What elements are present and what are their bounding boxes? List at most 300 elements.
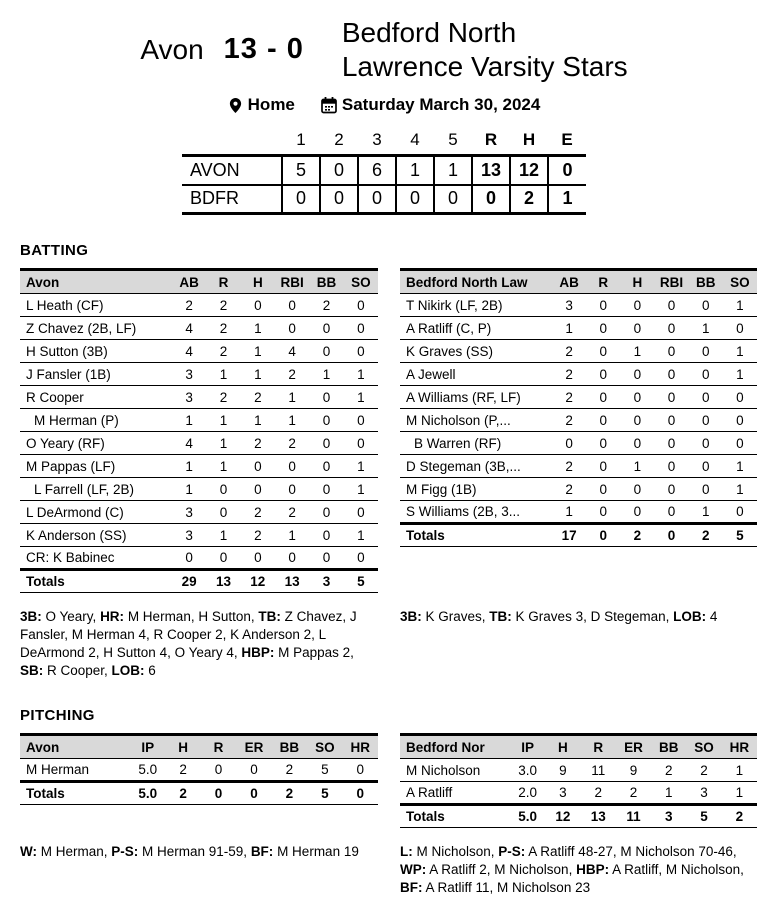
stat-cell: 0 — [667, 435, 676, 451]
stat-column-header: BB — [316, 274, 337, 290]
stat-cell: 0 — [667, 412, 676, 428]
box-score-content — [0, 242, 768, 897]
stat-cell: 1 — [736, 343, 744, 359]
player-name-cell: M Herman (P) — [34, 412, 119, 428]
stat-cell: 12 — [555, 809, 571, 825]
rhe-score-cell: 2 — [510, 185, 548, 214]
stat-cell: 1 — [322, 366, 331, 382]
stat-cell: 1 — [185, 412, 193, 428]
table-row — [400, 294, 757, 317]
stat-cell: 2 — [565, 481, 573, 497]
stat-cell: 1 — [633, 343, 642, 359]
stat-cell: 0 — [667, 320, 676, 336]
stat-cell: 0 — [599, 297, 607, 313]
table-row — [400, 455, 757, 478]
stat-cell: 0 — [185, 550, 193, 566]
note-label: P-S: — [111, 844, 139, 860]
stat-cell: 4 — [288, 343, 296, 359]
stat-cell: 2 — [288, 366, 296, 382]
note-label: 3B: — [400, 609, 422, 625]
stat-cell: 0 — [633, 412, 642, 428]
player-name-cell: M Nicholson — [406, 762, 481, 778]
note-label: TB: — [258, 609, 281, 625]
stat-cell: 0 — [357, 412, 365, 428]
stat-cell: 0 — [599, 481, 607, 497]
home-pitching-header-row — [400, 735, 757, 759]
date-label: Saturday March 30, 2024 — [341, 95, 541, 115]
stat-cell: 0 — [599, 528, 607, 544]
stat-cell: 2 — [219, 343, 228, 359]
stat-cell: 1 — [665, 785, 673, 801]
stat-cell: 5 — [736, 528, 744, 544]
totals-row — [20, 570, 378, 593]
inning-score-cell: 0 — [434, 185, 472, 214]
rhe-score-cell: 0 — [472, 185, 510, 214]
stat-column-header: AB — [559, 274, 579, 290]
stat-cell: 0 — [288, 320, 296, 336]
player-name-cell: K Anderson (SS) — [26, 527, 127, 543]
rhe-column-header: R — [484, 130, 498, 150]
inning-score-cell: 6 — [358, 156, 396, 185]
location-label: Home — [247, 95, 295, 115]
stat-cell: 2 — [701, 528, 710, 544]
table-row — [400, 317, 757, 340]
away-pitching-notes: W: M Herman, P-S: M Herman 91-59, BF: M Herman 19 — [20, 844, 359, 860]
rhe-score-cell: 13 — [472, 156, 510, 185]
player-name-cell: H Sutton (3B) — [26, 343, 108, 359]
stat-cell: 3 — [322, 574, 331, 590]
stat-column-header: R — [593, 739, 604, 755]
stat-cell: 2 — [285, 786, 294, 802]
stat-cell: 0 — [356, 762, 365, 778]
stat-cell: 0 — [322, 435, 331, 451]
stat-cell: 1 — [219, 435, 228, 451]
table-row — [20, 478, 378, 501]
stat-cell: 3 — [565, 297, 573, 313]
note-label: LOB: — [111, 663, 145, 679]
player-name-cell: L Heath (CF) — [26, 297, 104, 313]
stat-cell: 1 — [357, 366, 365, 382]
stat-cell: 0 — [667, 366, 676, 382]
note-label: 3B: — [20, 609, 42, 625]
stat-cell: 0 — [667, 297, 676, 313]
stat-cell: 3 — [665, 809, 673, 825]
player-name-cell: M Nicholson (P,... — [406, 412, 511, 428]
table-row — [400, 501, 757, 524]
inning-column-header: 4 — [410, 130, 420, 150]
inning-score-cell: 1 — [396, 156, 434, 185]
note-label: BF: — [400, 880, 423, 896]
stat-cell: 2 — [633, 528, 642, 544]
away-pitching-header-row — [20, 735, 378, 759]
stat-cell: 2 — [219, 297, 228, 313]
inning-score-cell: 0 — [358, 185, 396, 214]
table-row — [20, 455, 378, 478]
stat-cell: 12 — [250, 574, 266, 590]
stat-cell: 0 — [667, 504, 676, 520]
stat-cell: 1 — [735, 762, 744, 778]
stat-cell: 1 — [254, 366, 262, 382]
home-pitching-table — [400, 733, 757, 828]
stat-cell: 0 — [219, 481, 228, 497]
stat-cell: 3 — [559, 785, 567, 801]
table-row — [20, 432, 378, 455]
table-row — [20, 501, 378, 524]
stat-column-header: R — [598, 274, 609, 290]
stat-cell: 13 — [284, 574, 300, 590]
table-row — [20, 386, 378, 409]
stat-cell: 3.0 — [518, 762, 538, 778]
stat-cell: 1 — [288, 389, 296, 405]
stat-cell: 0 — [599, 389, 607, 405]
player-name-cell: A Ratliff (C, P) — [406, 320, 492, 336]
stat-cell: 0 — [288, 481, 296, 497]
stat-cell: 0 — [667, 389, 676, 405]
game-meta — [0, 95, 768, 115]
stat-cell: 1 — [701, 320, 710, 336]
pitching-columns — [20, 733, 757, 897]
table-row — [400, 478, 757, 501]
stat-cell: 3 — [185, 504, 193, 520]
stat-cell: 0 — [322, 389, 331, 405]
stat-cell: 0 — [599, 412, 607, 428]
stat-cell: 1 — [565, 320, 573, 336]
stat-cell: 2 — [735, 809, 744, 825]
stat-cell: 0 — [357, 550, 365, 566]
stat-cell: 0 — [219, 550, 228, 566]
game-score: 13 - 0 — [223, 33, 304, 66]
home-team-name — [342, 16, 628, 83]
stat-cell: 0 — [633, 297, 642, 313]
table-row — [20, 317, 378, 340]
stat-cell: 2 — [179, 786, 187, 802]
game-header — [0, 0, 768, 83]
stat-cell: 0 — [633, 504, 642, 520]
location-pin-icon — [228, 97, 243, 114]
note-label: TB: — [489, 609, 512, 625]
stat-cell: 0 — [599, 504, 607, 520]
stat-cell: 1 — [701, 504, 710, 520]
stat-cell: 1 — [219, 412, 228, 428]
stat-cell: 2 — [219, 389, 228, 405]
inning-score-cell: 0 — [320, 156, 358, 185]
stat-cell: 0 — [322, 527, 331, 543]
stat-cell: 11 — [591, 762, 606, 778]
stat-cell: 2 — [565, 366, 573, 382]
table-row — [20, 547, 378, 570]
table-row — [20, 363, 378, 386]
stat-cell: 2 — [594, 785, 602, 801]
stat-cell: 2 — [185, 297, 193, 313]
home-batting-header-row — [400, 270, 757, 294]
stat-column-header: H — [632, 274, 643, 290]
note-label: L: — [400, 844, 413, 860]
stat-cell: 1 — [288, 412, 296, 428]
stat-cell: 0 — [701, 366, 710, 382]
away-pitching-table — [20, 733, 378, 805]
table-row — [20, 409, 378, 432]
stat-cell: 0 — [599, 343, 607, 359]
stat-cell: 1 — [288, 527, 296, 543]
note-label: HBP: — [241, 645, 275, 661]
stat-cell: 0 — [599, 320, 607, 336]
stat-cell: 13 — [590, 809, 606, 825]
inning-score-cell: 0 — [320, 185, 358, 214]
stat-cell: 1 — [254, 412, 262, 428]
stat-column-header: H — [252, 274, 263, 290]
stat-cell: 0 — [701, 412, 710, 428]
stat-column-header: SO — [351, 274, 371, 290]
table-row — [400, 340, 757, 363]
stat-cell: 0 — [633, 389, 642, 405]
stat-cell: 0 — [633, 320, 642, 336]
stat-cell: 2 — [565, 458, 573, 474]
table-row — [20, 294, 378, 317]
stat-column-header: BB — [695, 274, 716, 290]
stat-cell: 5 — [321, 762, 329, 778]
note-label: HR: — [100, 609, 125, 625]
table-row — [20, 340, 378, 363]
inning-column-header: 2 — [334, 130, 344, 150]
stat-cell: 0 — [357, 297, 365, 313]
stat-cell: 0 — [667, 343, 676, 359]
rhe-column-header: H — [522, 130, 536, 150]
stat-cell: 1 — [219, 458, 228, 474]
stat-cell: 3 — [185, 366, 193, 382]
stat-cell: 0 — [599, 458, 607, 474]
stat-column-header: H — [558, 739, 568, 755]
stat-cell: 2 — [565, 412, 573, 428]
stat-column-header: AB — [179, 274, 199, 290]
batting-columns — [20, 268, 757, 680]
inning-score-cell: 1 — [434, 156, 472, 185]
stat-cell: 1 — [357, 527, 365, 543]
stat-cell: 2 — [219, 320, 228, 336]
stat-cell: 2 — [288, 435, 296, 451]
stat-column-header: RBI — [280, 274, 304, 290]
stat-cell: 1 — [185, 458, 193, 474]
stat-cell: 0 — [288, 458, 296, 474]
stat-cell: 3 — [185, 527, 193, 543]
stat-cell: 0 — [250, 762, 258, 778]
stat-cell: 0 — [565, 435, 573, 451]
stat-cell: 5 — [700, 809, 708, 825]
stat-cell: 0 — [219, 504, 228, 520]
note-label: LOB: — [673, 609, 707, 625]
stat-cell: 2 — [700, 762, 708, 778]
stat-cell: 0 — [322, 481, 331, 497]
location-item — [228, 95, 295, 115]
stat-cell: 0 — [357, 343, 365, 359]
player-name-cell: R Cooper — [26, 389, 84, 405]
stat-cell: 0 — [599, 435, 607, 451]
stat-cell: 5 — [357, 574, 365, 590]
table-row — [400, 363, 757, 386]
stat-cell: 0 — [322, 320, 331, 336]
stat-cell: 0 — [736, 412, 744, 428]
line-score-row — [182, 156, 586, 185]
stat-cell: 0 — [736, 435, 744, 451]
player-name-cell: CR: K Babinec — [26, 550, 115, 566]
table-row — [400, 759, 757, 782]
away-batting-header-row — [20, 270, 378, 294]
stat-cell: 5.0 — [138, 786, 158, 802]
stat-cell: 0 — [322, 504, 331, 520]
player-name-cell: T Nikirk (LF, 2B) — [406, 297, 503, 313]
player-name-cell: Z Chavez (2B, LF) — [26, 320, 137, 336]
stat-cell: 0 — [736, 389, 744, 405]
stat-cell: 0 — [736, 320, 744, 336]
stat-cell: 1 — [357, 458, 365, 474]
stat-cell: 0 — [254, 458, 262, 474]
team-abbr-cell: AVON — [190, 159, 240, 180]
away-pitching-team-header: Avon — [26, 739, 60, 755]
stat-cell: 5 — [321, 786, 329, 802]
home-pitching-team-header: Bedford Nor — [406, 739, 485, 755]
stat-cell: 0 — [701, 458, 710, 474]
line-score-row — [182, 185, 586, 214]
inning-column-header: 1 — [296, 130, 306, 150]
player-name-cell: M Pappas (LF) — [26, 458, 116, 474]
stat-cell: 1 — [736, 297, 744, 313]
stat-cell: 3 — [700, 785, 708, 801]
stat-column-header: HR — [729, 739, 750, 755]
away-batting-table — [20, 268, 378, 593]
batting-section-label: BATTING — [20, 242, 89, 260]
calendar-icon — [321, 97, 337, 114]
inning-column-header: 3 — [372, 130, 382, 150]
note-label: WP: — [400, 862, 427, 878]
stat-cell: 0 — [214, 786, 223, 802]
stat-column-header: SO — [694, 739, 714, 755]
stat-cell: 2 — [322, 297, 331, 313]
stat-cell: 0 — [667, 528, 676, 544]
stat-cell: 1 — [254, 320, 262, 336]
stat-cell: 1 — [633, 458, 642, 474]
stat-column-header: ER — [624, 739, 643, 755]
stat-cell: 0 — [214, 762, 223, 778]
line-score-header-row — [182, 130, 586, 156]
table-row — [20, 524, 378, 547]
stat-cell: 1 — [735, 785, 744, 801]
stat-cell: 0 — [667, 458, 676, 474]
stat-cell: 1 — [219, 366, 228, 382]
stat-cell: 1 — [185, 481, 193, 497]
home-batting-team-header: Bedford North Law — [406, 274, 528, 290]
stat-cell: 0 — [736, 504, 744, 520]
inning-column-header: 5 — [448, 130, 458, 150]
table-row — [400, 782, 757, 805]
table-row — [20, 759, 378, 782]
away-batting-team-header: Avon — [26, 274, 60, 290]
stat-cell: 1 — [736, 458, 744, 474]
stat-cell: 1 — [219, 527, 228, 543]
stat-column-header: ER — [244, 739, 264, 755]
stat-cell: 0 — [254, 481, 262, 497]
stat-cell: 0 — [599, 366, 607, 382]
stat-cell: 0 — [633, 481, 642, 497]
stat-column-header: SO — [730, 274, 750, 290]
stat-cell: 0 — [322, 458, 331, 474]
stat-column-header: BB — [659, 739, 679, 755]
stat-cell: 1 — [357, 389, 365, 405]
stat-cell: 0 — [701, 343, 710, 359]
pitching-section-label: PITCHING — [20, 707, 95, 725]
player-name-cell: D Stegeman (3B,... — [406, 458, 521, 474]
player-name-cell: A Jewell — [406, 366, 456, 382]
stat-cell: 0 — [356, 786, 365, 802]
stat-cell: 2 — [179, 762, 187, 778]
stat-cell: 5.0 — [138, 762, 158, 778]
stat-cell: 0 — [288, 550, 296, 566]
stat-column-header: SO — [315, 739, 335, 755]
away-team-name: Avon — [140, 33, 204, 65]
home-pitching-notes: L: M Nicholson, P-S: A Ratliff 48-27, M Nicholson 70-46, WP: A Ratliff 2, M Nicholson, HBP: A Ratliff, M Nicholson, BF: A Ratliff 11, M Nicholson 23 — [400, 844, 744, 896]
totals-row — [400, 524, 757, 547]
player-name-cell: Totals — [26, 786, 65, 802]
player-name-cell: J Fansler (1B) — [26, 366, 111, 382]
stat-cell: 4 — [185, 435, 193, 451]
stat-cell: 2 — [565, 389, 573, 405]
home-team-name-line1: Bedford North — [341, 17, 517, 48]
stat-cell: 13 — [215, 574, 231, 590]
stat-cell: 0 — [357, 435, 365, 451]
stat-cell: 0 — [701, 435, 710, 451]
stat-cell: 0 — [254, 550, 262, 566]
stat-cell: 29 — [181, 574, 197, 590]
line-score-table — [182, 130, 586, 215]
stat-cell: 2 — [629, 785, 638, 801]
stat-cell: 1 — [736, 481, 744, 497]
player-name-cell: Totals — [406, 809, 445, 825]
stat-cell: 0 — [357, 320, 365, 336]
player-name-cell: A Ratliff — [406, 785, 453, 801]
note-label: W: — [20, 844, 37, 860]
stat-column-header: IP — [521, 739, 535, 755]
stat-cell: 2 — [665, 762, 673, 778]
table-row — [400, 432, 757, 455]
date-item — [321, 95, 540, 115]
stat-column-header: BB — [279, 739, 300, 755]
stat-cell: 1 — [254, 343, 262, 359]
note-label: HBP: — [576, 862, 610, 878]
rhe-score-cell: 1 — [548, 185, 586, 214]
stat-cell: 2 — [254, 435, 262, 451]
stat-cell: 0 — [701, 389, 710, 405]
stat-cell: 0 — [254, 297, 262, 313]
stat-cell: 2 — [254, 527, 262, 543]
stat-cell: 9 — [559, 762, 567, 778]
player-name-cell: Totals — [406, 528, 445, 544]
stat-cell: 2 — [288, 504, 296, 520]
stat-column-header: RBI — [659, 274, 684, 290]
team-abbr-cell: BDFR — [190, 188, 239, 209]
stat-cell: 0 — [667, 481, 676, 497]
stat-cell: 1 — [736, 366, 744, 382]
table-row — [400, 386, 757, 409]
note-label: SB: — [20, 663, 44, 679]
stat-cell: 2.0 — [518, 785, 538, 801]
stat-cell: 0 — [701, 481, 710, 497]
stat-cell: 3 — [185, 389, 193, 405]
totals-row — [400, 805, 757, 828]
stat-cell: 0 — [357, 504, 365, 520]
player-name-cell: M Figg (1B) — [406, 481, 477, 497]
stat-cell: 0 — [288, 297, 296, 313]
stat-cell: 1 — [565, 504, 573, 520]
stat-cell: 2 — [565, 343, 573, 359]
note-label: BF: — [250, 844, 274, 860]
